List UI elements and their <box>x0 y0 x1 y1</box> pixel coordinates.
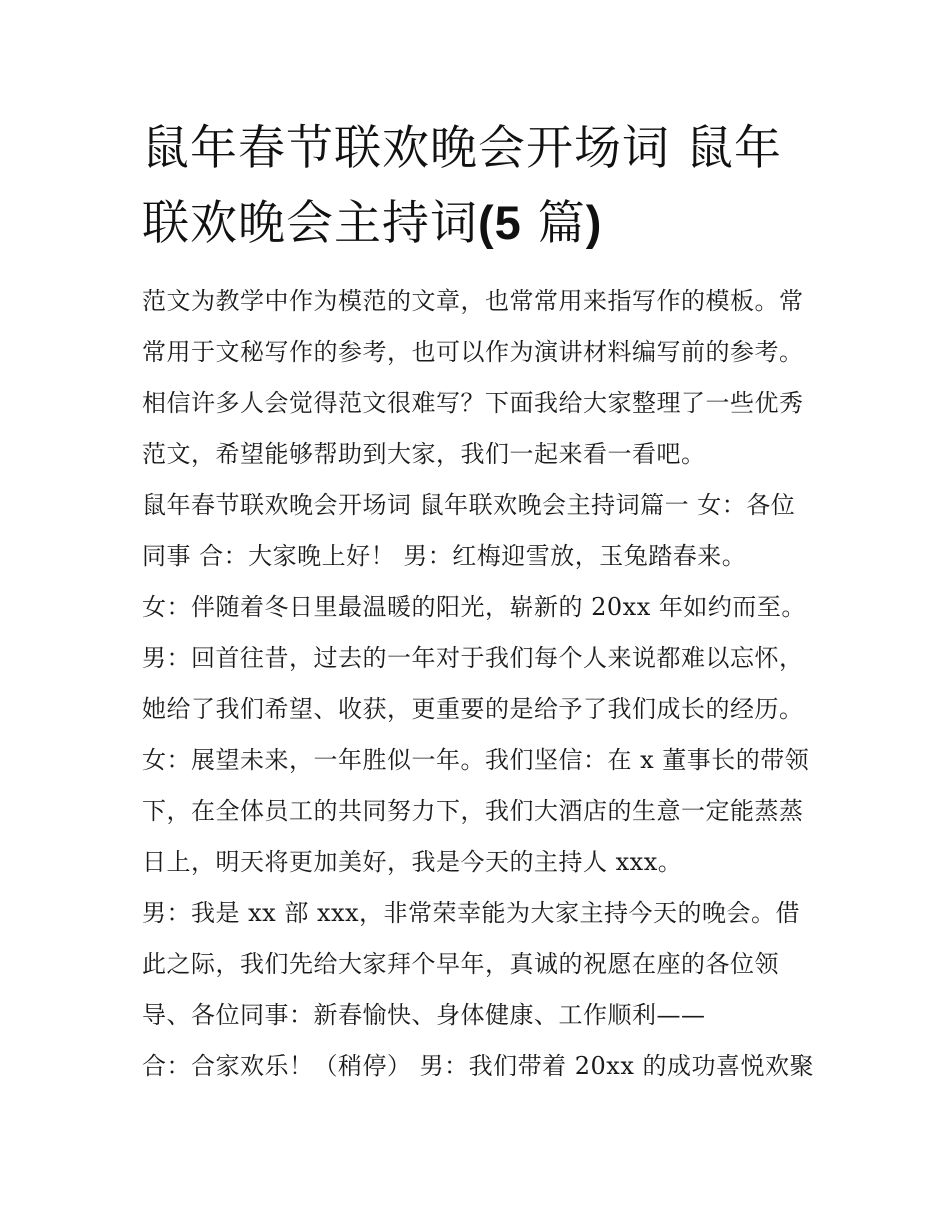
document-body <box>142 276 832 1092</box>
body-line: 日上，明天将更加美好，我是今天的主持人 xxx。 <box>142 848 683 876</box>
title-line-2-open: (5 <box>478 196 522 249</box>
title-line-1: 鼠年春节联欢晚会开场词 鼠年 <box>142 121 782 176</box>
body-line: 常用于文秘写作的参考，也可以作为演讲材料编写前的参考。 <box>142 338 804 366</box>
body-line: 合：合家欢乐！（稍停） 男：我们带着 20xx 的成功喜悦欢聚 <box>142 1052 814 1080</box>
body-line: 女：展望未来，一年胜似一年。我们坚信：在 x 董事长的带领 <box>142 746 810 774</box>
body-line: 此之际，我们先给大家拜个早年，真诚的祝愿在座的各位领 <box>142 950 779 978</box>
body-line: 女：伴随着冬日里最温暖的阳光，崭新的 20xx 年如约而至。 <box>142 593 806 621</box>
title-line-2 <box>142 186 832 261</box>
title-line-2-close: ) <box>585 196 603 249</box>
body-line: 同事 合：大家晚上好！ 男：红梅迎雪放，玉兔踏春来。 <box>142 542 747 570</box>
document-title <box>142 112 832 261</box>
body-line: 范文，希望能够帮助到大家，我们一起来看一看吧。 <box>142 440 706 468</box>
body-line: 男：回首往昔，过去的一年对于我们每个人来说都难以忘怀， <box>142 644 804 672</box>
body-line: 男：我是 xx 部 xxx，非常荣幸能为大家主持今天的晚会。借 <box>142 899 801 927</box>
title-line-2-prefix: 联欢晚会主持词 <box>142 196 478 251</box>
title-line-2-char: 篇 <box>521 196 586 251</box>
body-line: 相信许多人会觉得范文很难写？下面我给大家整理了一些优秀 <box>142 389 804 417</box>
body-line: 范文为教学中作为模范的文章，也常常用来指写作的模板。常 <box>142 287 804 315</box>
body-line: 下，在全体员工的共同努力下，我们大酒店的生意一定能蒸蒸 <box>142 797 804 825</box>
body-line: 她给了我们希望、收获，更重要的是给予了我们成长的经历。 <box>142 695 804 723</box>
body-line: 鼠年春节联欢晚会开场词 鼠年联欢晚会主持词篇一 女：各位 <box>142 491 796 519</box>
body-line: 导、各位同事：新春愉快、身体健康、工作顺利—— <box>142 1001 706 1029</box>
